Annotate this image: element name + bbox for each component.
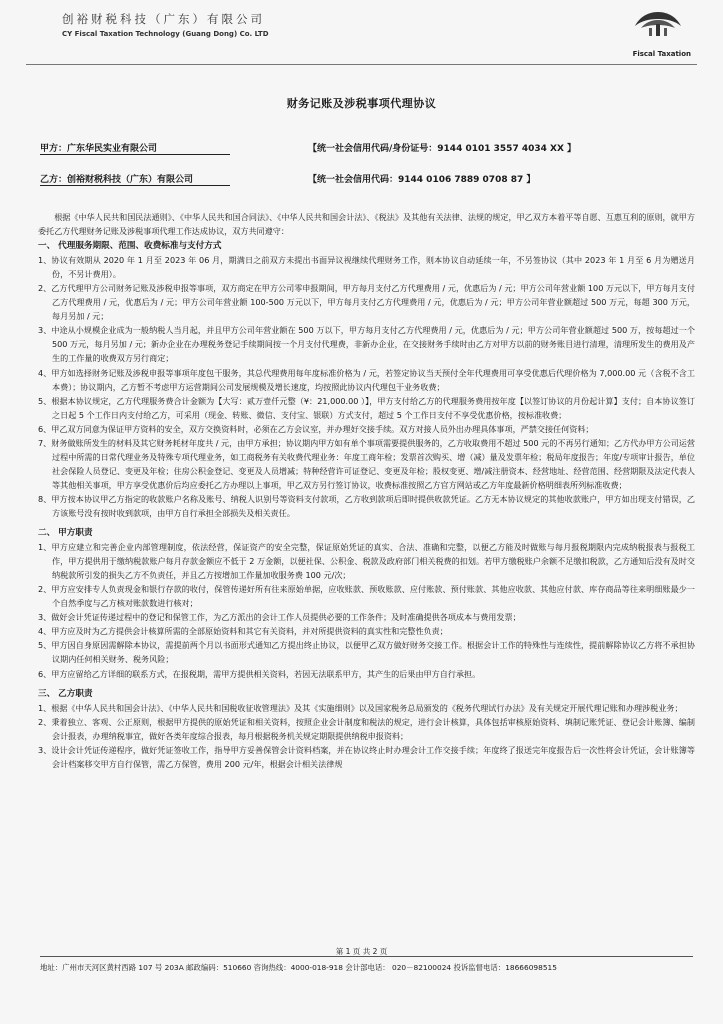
clause: 2、甲方应安排专人负责现金和银行存款的收付，保管传递好所有往来原始单据，应收账款、预收账款、应付账款、预付账款、其他应收款、其他应付款、库存商品等往来明细账最少一个自然季度与乙方核对账款数进行核对；: [38, 584, 695, 609]
clause: 3、设计会计凭证传递程序，做好凭证签收工作，指导甲方妥善保管会计资料档案，并在协议终止时办理会计工作交接手续；年度终了报送完年度报告后一次性将会计凭证，会计账簿等会计档案移交甲方自行保管，需乙方保管，费用 200 元/年，根据会计相关法律规: [38, 744, 695, 769]
section-heading: 一、 代理服务期限、范围、收费标准与支付方式: [38, 241, 222, 252]
party-b-name: 乙方：创裕财税科技（广东）有限公司: [40, 172, 230, 186]
clause: 8、甲方按本协议甲乙方指定的收款账户名称及账号、纳税人识别号等资料支付款项，乙方收到款项后即时提供收款凭证。乙方无本协议规定的其他收款账户，甲方如出现支付错误，乙方该账号没有按时收到款项，由甲方自行承担全部损失及相关责任。: [38, 493, 695, 518]
party-b-code: 【统一社会信用代码：9144 0106 7889 0708 87 】: [308, 175, 536, 185]
section-heading: 二、 甲方职责: [38, 528, 93, 539]
clause: 5、根据本协议规定，乙方代理服务费合计金额为【大写：贰万壹仟元整（¥：21,000.00 ）】，甲方支付给乙方的代理服务费用按年度【以签订协议的月份起计算】支付；自本协议签订之日起 5 个工作日内支付给乙方，可采用（现金、转账、微信、支付宝、银联）方式支付，超过 5 个工作日支付不享受优惠价格，按标准收费；: [38, 395, 695, 420]
page-number: 第 1 页 共 2 页: [335, 947, 388, 956]
clause: 1、根据《中华人民共和国会计法》、《中华人民共和国税收征收管理法》及其《实施细则》以及国家税务总局颁发的《税务代理试行办法》及有关规定开展代理记账和办理涉税业务；: [38, 702, 683, 713]
footer-contact: 地址：广州市天河区黄村西路 107 号 203A 邮政编码：510660 咨询热线：4000-018-918 会计部电话： 020－82100024 投诉监督电话：18666098515: [40, 956, 693, 973]
clause: 1、甲方应建立和完善企业内部管理制度，依法经营，保证资产的安全完整，保证原始凭证的真实、合法、准确和完整，以便乙方能及时做账与每月报税期限内完成纳税报表与报税工作，甲方提供用于缴纳税款账户每月存款金额应不低于 2 万金额，以便社保、公积金、税款及政府部门相关税费的扣划。若甲方缴税账户余额不足缴扣税款，乙方通知后没有及时交纳税款所引发的损失乙方不负责任，并且乙方按增加工作量加收服务费 100 元/次；: [38, 542, 695, 581]
clause: 6、甲方应留给乙方详细的联系方式，在报税期，需甲方提供相关资料，若因无法联系甲方，其产生的后果由甲方自行承担。: [38, 668, 481, 679]
party-a-code: 【统一社会信用代码/身份证号：9144 0101 3557 4034 XX 】: [308, 144, 577, 154]
clause: 7、财务做账所发生的材料及其它财务耗材年度共 / 元，由甲方承担；协议期内甲方如有单个事项需要提供服务的，乙方收取费用不超过 500 元的不再另行通知；乙方代办甲方公司运营过程中所需的日常代理业务及特殊专项代理业务，如工商税务有关收费代理业务：年度工商年检；发票首次购买、增（减）量及发票年检；税局年度报告；年度/专项审计报告，单位社会保险人员登记、变更及年检；住房公积金登记、变更及人员增减；特种经营许可证登记、变更及年检；股权变更、增/减注册资本、经营地址、经营范围、经营期限及法定代表人等其他相关事项，甲方享受优惠价后均应委托乙方办理以上事项，甲乙双方另行签订协议，收费标准按照乙方官方网站或乙方年度最新价格明细表所列标准收费；: [38, 437, 695, 490]
company-name-en: CY Fiscal Taxation Technology (Guang Dong) Co. LTD: [62, 30, 269, 38]
clause: 4、甲方应及时为乙方提供会计核算所需的全部原始资料和其它有关资料，并对所提供资料的真实性和完整性负责；: [38, 626, 448, 637]
clause: 5、甲方因自身原因需解除本协议，需提前两个月以书面形式通知乙方提出终止协议，以便甲乙双方做好财务交接工作。根据会计工作的特殊性与连续性，提前解除协议乙方将不承担协议期内任何相关财务、税务风险；: [38, 640, 695, 665]
document-title: 财务记账及涉税事项代理协议: [286, 97, 437, 110]
party-b-line: [40, 172, 536, 186]
clause: 1、协议有效期从 2020 年 1 月至 2023 年 06 月，期满日之前双方未提出书面异议视继续代理财务工作，则本协议自动延续一年，不另签协议（其中 2023 年 1 月至 6 月为赠送月份，不另计费用）。: [38, 255, 695, 280]
clause: 3、中途从小规模企业成为一般纳税人当月起，并且甲方公司年营业额在 500 万以下，甲方每月支付乙方代理费用 / 元，优惠后为 / 元；甲方公司年营业额超过 500 万，按每超过一个 500 万元，每月另加 / 元；新办企业在办理税务登记手续期间按一个月支付代理费，非新办企业，在交接财务手续时由乙方对甲方以前的财务账目进行清理，清理所发生的费用及产生的工作量的收费双方另行商定；: [38, 325, 695, 364]
section-heading: 三、 乙方职责: [38, 688, 93, 699]
company-logo-icon: [629, 10, 687, 38]
logo-caption: Fiscal Taxation: [632, 50, 691, 58]
company-name-cn: 创裕财税科技（广东）有限公司: [62, 12, 265, 26]
intro-paragraph: 根据《中华人民共和国民法通则》、《中华人民共和国合同法》、《中华人民共和国会计法》、《税法》及其他有关法律、法规的规定，甲乙双方本着平等自愿、互惠互利的原则，就甲方委托乙方代理财务记账及涉税事项代理工作达成协议，双方共同遵守：: [38, 212, 695, 237]
letterhead: [26, 8, 697, 65]
party-a-line: [40, 141, 577, 155]
clause: 6、甲乙双方同意为保证甲方资料的安全，双方交换资料时，必须在乙方会议室，并办理好交接手续。双方对接人员外出办理具体事项，严禁交接任何资料；: [38, 423, 594, 434]
contract-body: [38, 210, 695, 771]
clause: 4、甲方如选择财务记账及涉税申报等事项年度包干服务，其总代理费用每年度标准价格为 / 元，若签定协议当天预付全年代理费用可享受优惠后代理价格为 7,000.00 元（含税不含工本费）；协议期内，乙方暂不考虑甲方运营期间公司发展规模及增长速度，均按照此协议内代理包干业务收费；: [38, 367, 695, 392]
clause: 2、秉着独立、客观、公正原则，根据甲方提供的原始凭证和相关资料，按照企业会计制度和税法的规定，进行会计核算，具体包括审核原始资料、填制记账凭证、登记会计账簿、编制会计报表，办理纳税事宜，做好各类年度综合报表，每月根据税务机关规定期限提供纳税申报资料；: [38, 716, 695, 741]
clause: 3、做好会计凭证传递过程中的登记和保管工作，为乙方派出的会计工作人员提供必要的工作条件；及时准确提供各项成本与费用发票；: [38, 612, 521, 623]
clause: 2、乙方代理甲方公司财务记账及涉税申报等事项，双方商定在甲方公司零申报期间，甲方每月支付乙方代理费用 / 元，优惠后为 / 元；甲方公司年营业额 100 万元以下，甲方每月支付乙方代理费用 / 元，优惠后为 / 元；甲方公司年营业额 100-500 万元以下，甲方每月支付乙方代理费用 / 元，优惠后为 / 元；甲方公司年营业额超过 500 万元，每超 300 万元，每月另加 / 元；: [38, 283, 695, 322]
party-a-name: 甲方：广东华民实业有限公司: [40, 141, 230, 155]
